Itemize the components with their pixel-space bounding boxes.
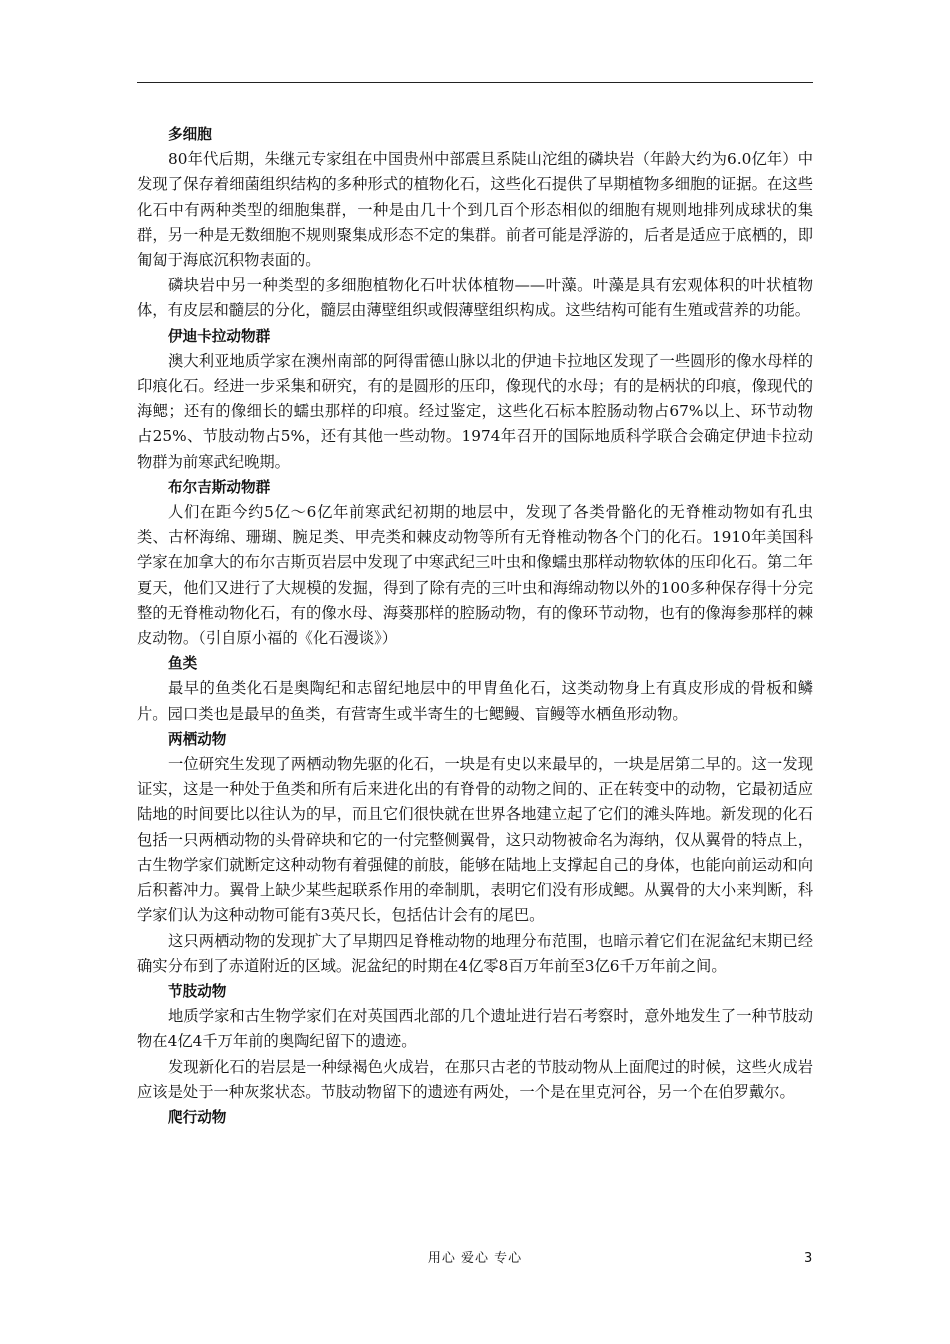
footer-text: 用心 爱心 专心 [427,1251,523,1266]
section-arthropods [137,979,813,1105]
section-ediacara-fauna [137,324,813,475]
section-fish [137,651,813,727]
page-number: 3 [804,1251,813,1266]
paragraph: 澳大利亚地质学家在澳州南部的阿得雷德山脉以北的伊迪卡拉地区发现了一些圆形的像水母样的印痕化石。经进一步采集和研究，有的是圆形的压印，像现代的水母；有的是柄状的印痕，像现代的海鳃；还有的像细长的蠕虫那样的印痕。经过鉴定，这些化石标本腔肠动物占67%以上、环节动物占25%、节肢动物占5%，还有其他一些动物。1974年召开的国际地质科学联合会确定伊迪卡拉动物群为前寒武纪晚期。 [137,351,813,471]
section-heading: 鱼类 [168,655,198,673]
paragraph: 磷块岩中另一种类型的多细胞植物化石叶状体植物——叶藻。叶藻是具有宏观体积的叶状植物体，有皮层和髓层的分化，髓层由薄壁组织或假薄壁组织构成。这些结构可能有生殖或营养的功能。 [137,276,813,320]
paragraph: 地质学家和古生物学家们在对英国西北部的几个遗址进行岩石考察时，意外地发生了一种节肢动物在4亿4千万年前的奥陶纪留下的遗迹。 [137,1007,813,1051]
section-burgess-fauna [137,475,813,651]
paragraph: 发现新化石的岩层是一种绿褐色火成岩，在那只古老的节肢动物从上面爬过的时候，这些火成岩应该是处于一种灰浆状态。节肢动物留下的遗迹有两处，一个是在里克河谷，另一个在伯罗戴尔。 [137,1057,813,1101]
section-heading: 伊迪卡拉动物群 [168,327,271,345]
section-amphibians [137,727,813,979]
paragraph: 最早的鱼类化石是奥陶纪和志留纪地层中的甲胄鱼化石，这类动物身上有真皮形成的骨板和鳞片。园口类也是最早的鱼类，有营寄生或半寄生的七鳃鳗、盲鳗等水栖鱼形动物。 [137,679,813,723]
paragraph: 80年代后期，朱继元专家组在中国贵州中部震旦系陡山沱组的磷块岩（年龄大约为6.0亿年）中发现了保存着细菌组织结构的多种形式的植物化石，这些化石提供了早期植物多细胞的证据。在这些化石中有两种类型的细胞集群，一种是由几十个到几百个形态相似的细胞有规则地排列成球状的集群，另一种是无数细胞不规则聚集成形态不定的集群。前者可能是浮游的，后者是适应于底栖的，即匍匐于海底沉积物表面的。 [137,150,813,270]
section-reptiles [137,1105,813,1130]
paragraph: 一位研究生发现了两栖动物先驱的化石，一块是有史以来最早的，一块是居第二早的。这一发现证实，这是一种处于鱼类和所有后来进化出的有脊骨的动物之间的、正在转变中的动物，它最初适应陆地的时间要比以往认为的早，而且它们很快就在世界各地建立起了它们的滩头阵地。新发现的化石包括一只两栖动物的头骨碎块和它的一付完整侧翼骨，这只动物被命名为海纳，仅从翼骨的特点上，古生物学家们就断定这种动物有着强健的前肢，能够在陆地上支撑起自己的身体，也能向前运动和向后积蓄冲力。翼骨上缺少某些起联系作用的牵制肌，表明它们没有形成鳃。从翼骨的大小来判断，科学家们认为这种动物可能有3英尺长，包括估计会有的尾巴。 [137,755,813,925]
paragraph: 人们在距今约5亿～6亿年前寒武纪初期的地层中，发现了各类骨骼化的无脊椎动物如有孔虫类、古杯海绵、珊瑚、腕足类、甲壳类和棘皮动物等所有无脊椎动物各个门的化石。1910年美国科学家在加拿大的布尔吉斯页岩层中发现了中寒武纪三叶虫和像蠕虫那样动物软体的压印化石。第二年夏天，他们又进行了大规模的发掘，得到了除有壳的三叶虫和海绵动物以外的100多种保存得十分完整的无脊椎动物化石，有的像水母、海葵那样的腔肠动物，有的像环节动物，也有的像海参那样的棘皮动物。（引自原小福的《化石漫谈》） [137,503,813,648]
section-heading: 布尔吉斯动物群 [168,478,271,496]
section-heading: 节肢动物 [168,982,227,1000]
section-heading: 爬行动物 [168,1108,227,1126]
section-heading: 多细胞 [168,126,212,143]
paragraph: 这只两栖动物的发现扩大了早期四足脊椎动物的地理分布范围，也暗示着它们在泥盆纪末期已经确实分布到了赤道附近的区域。泥盆纪的时期在4亿零8百万年前至3亿6千万年前之间。 [137,931,813,975]
document-body [137,122,813,1130]
header-rule [137,82,813,83]
section-heading: 两栖动物 [168,730,227,748]
section-multicellular [137,122,813,324]
